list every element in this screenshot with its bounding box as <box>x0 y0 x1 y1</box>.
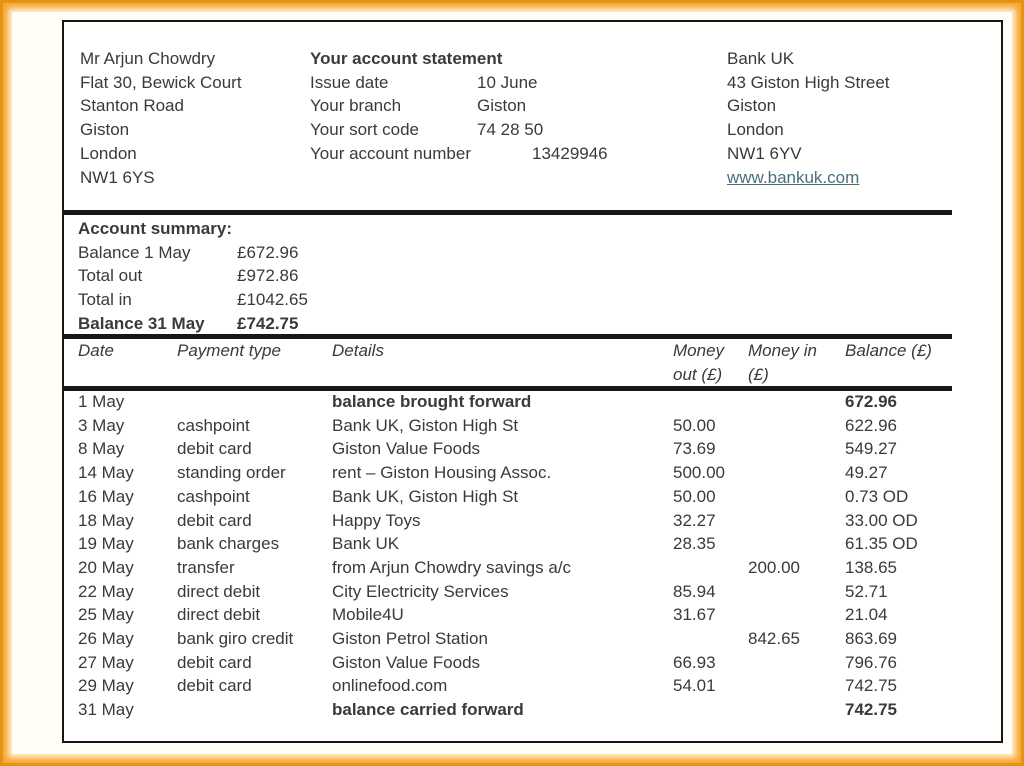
transaction-row <box>64 532 1001 556</box>
bank-statement-document <box>62 20 1003 743</box>
transaction-row <box>64 556 1001 580</box>
statement-title: Your account statement <box>310 49 503 68</box>
cell-date: 20 May <box>78 557 134 577</box>
cell-payment-type: direct debit <box>177 581 261 601</box>
recipient-line: Stanton Road <box>80 96 184 116</box>
transactions-header <box>64 339 1001 386</box>
cell-money-out: 85.94 <box>673 581 716 601</box>
transaction-row <box>64 390 1001 414</box>
cell-money-in: 842.65 <box>748 629 800 648</box>
divider-rule <box>62 210 952 215</box>
summary-label: Balance 31 May <box>78 313 205 333</box>
cell-details: Bank UK, Giston High St <box>332 415 519 435</box>
header-balance: Balance (£) <box>845 341 932 360</box>
cell-date: 19 May <box>78 534 134 554</box>
issue-date-label: Issue date <box>310 72 389 92</box>
cell-date: 31 May <box>78 700 134 720</box>
recipient-line: Flat 30, Bewick Court <box>80 72 242 92</box>
header-money-in: Money in (£) <box>748 341 817 384</box>
recipient-name: Mr Arjun Chowdry <box>80 49 216 68</box>
header-date: Date <box>78 341 114 360</box>
cell-details: Giston Petrol Station <box>332 629 488 648</box>
recipient-postcode: NW1 6YS <box>80 167 155 187</box>
recipient-line: London <box>80 143 137 163</box>
bank-line: London <box>727 120 784 140</box>
cell-payment-type: cashpoint <box>177 486 250 506</box>
summary-value: £1042.65 <box>237 290 308 310</box>
summary-value: £972.86 <box>237 266 299 286</box>
branch-label: Your branch <box>310 96 402 116</box>
summary-row <box>78 288 308 312</box>
recipient-line: Giston <box>80 120 130 140</box>
statement-info-row <box>310 142 690 166</box>
summary-title: Account summary: <box>78 219 232 238</box>
bank-line: Giston <box>727 96 777 116</box>
transaction-row <box>64 627 1001 651</box>
cell-money-out: 32.27 <box>673 510 716 530</box>
cell-payment-type: debit card <box>177 652 252 672</box>
transaction-row <box>64 485 1001 509</box>
cell-payment-type: debit card <box>177 676 252 696</box>
cell-balance: 138.65 <box>845 557 897 577</box>
bank-line: 43 Giston High Street <box>727 72 890 92</box>
cell-balance: 622.96 <box>845 415 897 435</box>
header-money-out: Money out (£) <box>673 341 725 384</box>
summary-value: £672.96 <box>237 242 299 262</box>
header-details: Details <box>332 341 384 360</box>
cell-details: balance carried forward <box>332 700 524 720</box>
statement-info-row <box>310 94 690 118</box>
summary-value: £742.75 <box>237 313 299 333</box>
cell-date: 29 May <box>78 676 134 696</box>
cell-details: balance brought forward <box>332 392 532 411</box>
cell-money-out: 66.93 <box>673 652 716 672</box>
account-number-value: 13429946 <box>532 143 608 163</box>
cell-money-out: 28.35 <box>673 534 716 554</box>
bank-postcode: NW1 6YV <box>727 143 802 163</box>
cell-money-out: 54.01 <box>673 676 716 696</box>
bank-address <box>727 47 890 189</box>
cell-details: Happy Toys <box>332 510 421 530</box>
transaction-row <box>64 651 1001 675</box>
cell-payment-type: standing order <box>177 463 286 483</box>
cell-balance: 33.00 OD <box>845 510 918 530</box>
cell-details: Bank UK <box>332 534 400 554</box>
cell-balance: 796.76 <box>845 652 897 672</box>
transaction-row <box>64 603 1001 627</box>
header-payment-type: Payment type <box>177 341 281 360</box>
summary-row-closing-balance <box>78 312 299 336</box>
summary-row <box>78 241 299 265</box>
bank-website-link[interactable]: www.bankuk.com <box>727 167 860 187</box>
transaction-row <box>64 509 1001 533</box>
cell-balance: 742.75 <box>845 700 897 720</box>
cell-payment-type: transfer <box>177 557 235 577</box>
cell-date: 27 May <box>78 652 134 672</box>
transaction-row <box>64 461 1001 485</box>
cell-money-out: 50.00 <box>673 415 716 435</box>
cell-payment-type: bank giro credit <box>177 629 294 648</box>
statement-info <box>310 47 690 165</box>
cell-date: 22 May <box>78 581 134 601</box>
cell-date: 16 May <box>78 486 134 506</box>
account-summary <box>78 217 308 335</box>
cell-money-in: 200.00 <box>748 557 800 577</box>
cell-payment-type: debit card <box>177 439 252 459</box>
sort-code-label: Your sort code <box>310 120 419 140</box>
cell-date: 3 May <box>78 415 125 435</box>
transaction-row <box>64 414 1001 438</box>
bank-name: Bank UK <box>727 49 795 68</box>
cell-balance: 863.69 <box>845 629 897 648</box>
summary-label: Total in <box>78 290 132 310</box>
cell-balance: 0.73 OD <box>845 486 909 506</box>
statement-info-row <box>310 71 690 95</box>
cell-details: City Electricity Services <box>332 581 509 601</box>
cell-date: 14 May <box>78 463 134 483</box>
sort-code-value: 74 28 50 <box>477 120 544 140</box>
cell-payment-type: cashpoint <box>177 415 250 435</box>
cell-details: Bank UK, Giston High St <box>332 486 519 506</box>
cell-details: rent – Giston Housing Assoc. <box>332 463 552 483</box>
cell-details: Giston Value Foods <box>332 439 481 459</box>
cell-money-out: 31.67 <box>673 605 716 625</box>
cell-money-out: 500.00 <box>673 463 725 483</box>
cell-date: 18 May <box>78 510 134 530</box>
cell-date: 26 May <box>78 629 134 648</box>
summary-label: Balance 1 May <box>78 242 191 262</box>
cell-balance: 742.75 <box>845 676 897 696</box>
cell-details: onlinefood.com <box>332 676 448 696</box>
cell-payment-type: debit card <box>177 510 252 530</box>
cell-balance: 672.96 <box>845 392 897 411</box>
summary-row <box>78 264 299 288</box>
cell-date: 8 May <box>78 439 125 459</box>
issue-date-value: 10 June <box>477 72 538 92</box>
cell-balance: 52.71 <box>845 581 888 601</box>
cell-payment-type: direct debit <box>177 605 261 625</box>
cell-details: from Arjun Chowdry savings a/c <box>332 557 572 577</box>
transaction-row <box>64 580 1001 604</box>
cell-balance: 49.27 <box>845 463 888 483</box>
summary-label: Total out <box>78 266 143 286</box>
cell-balance: 61.35 OD <box>845 534 918 554</box>
transaction-row <box>64 437 1001 461</box>
branch-value: Giston <box>477 96 527 116</box>
cell-details: Giston Value Foods <box>332 652 481 672</box>
cell-balance: 549.27 <box>845 439 897 459</box>
cell-payment-type: bank charges <box>177 534 280 554</box>
cell-money-out: 73.69 <box>673 439 716 459</box>
account-number-label: Your account number <box>310 143 471 163</box>
cell-date: 25 May <box>78 605 134 625</box>
recipient-address <box>80 47 242 189</box>
cell-date: 1 May <box>78 392 125 411</box>
transaction-row <box>64 698 1001 722</box>
cell-balance: 21.04 <box>845 605 888 625</box>
transaction-row <box>64 674 1001 698</box>
cell-money-out: 50.00 <box>673 486 716 506</box>
cell-details: Mobile4U <box>332 605 404 625</box>
statement-info-row <box>310 118 690 142</box>
